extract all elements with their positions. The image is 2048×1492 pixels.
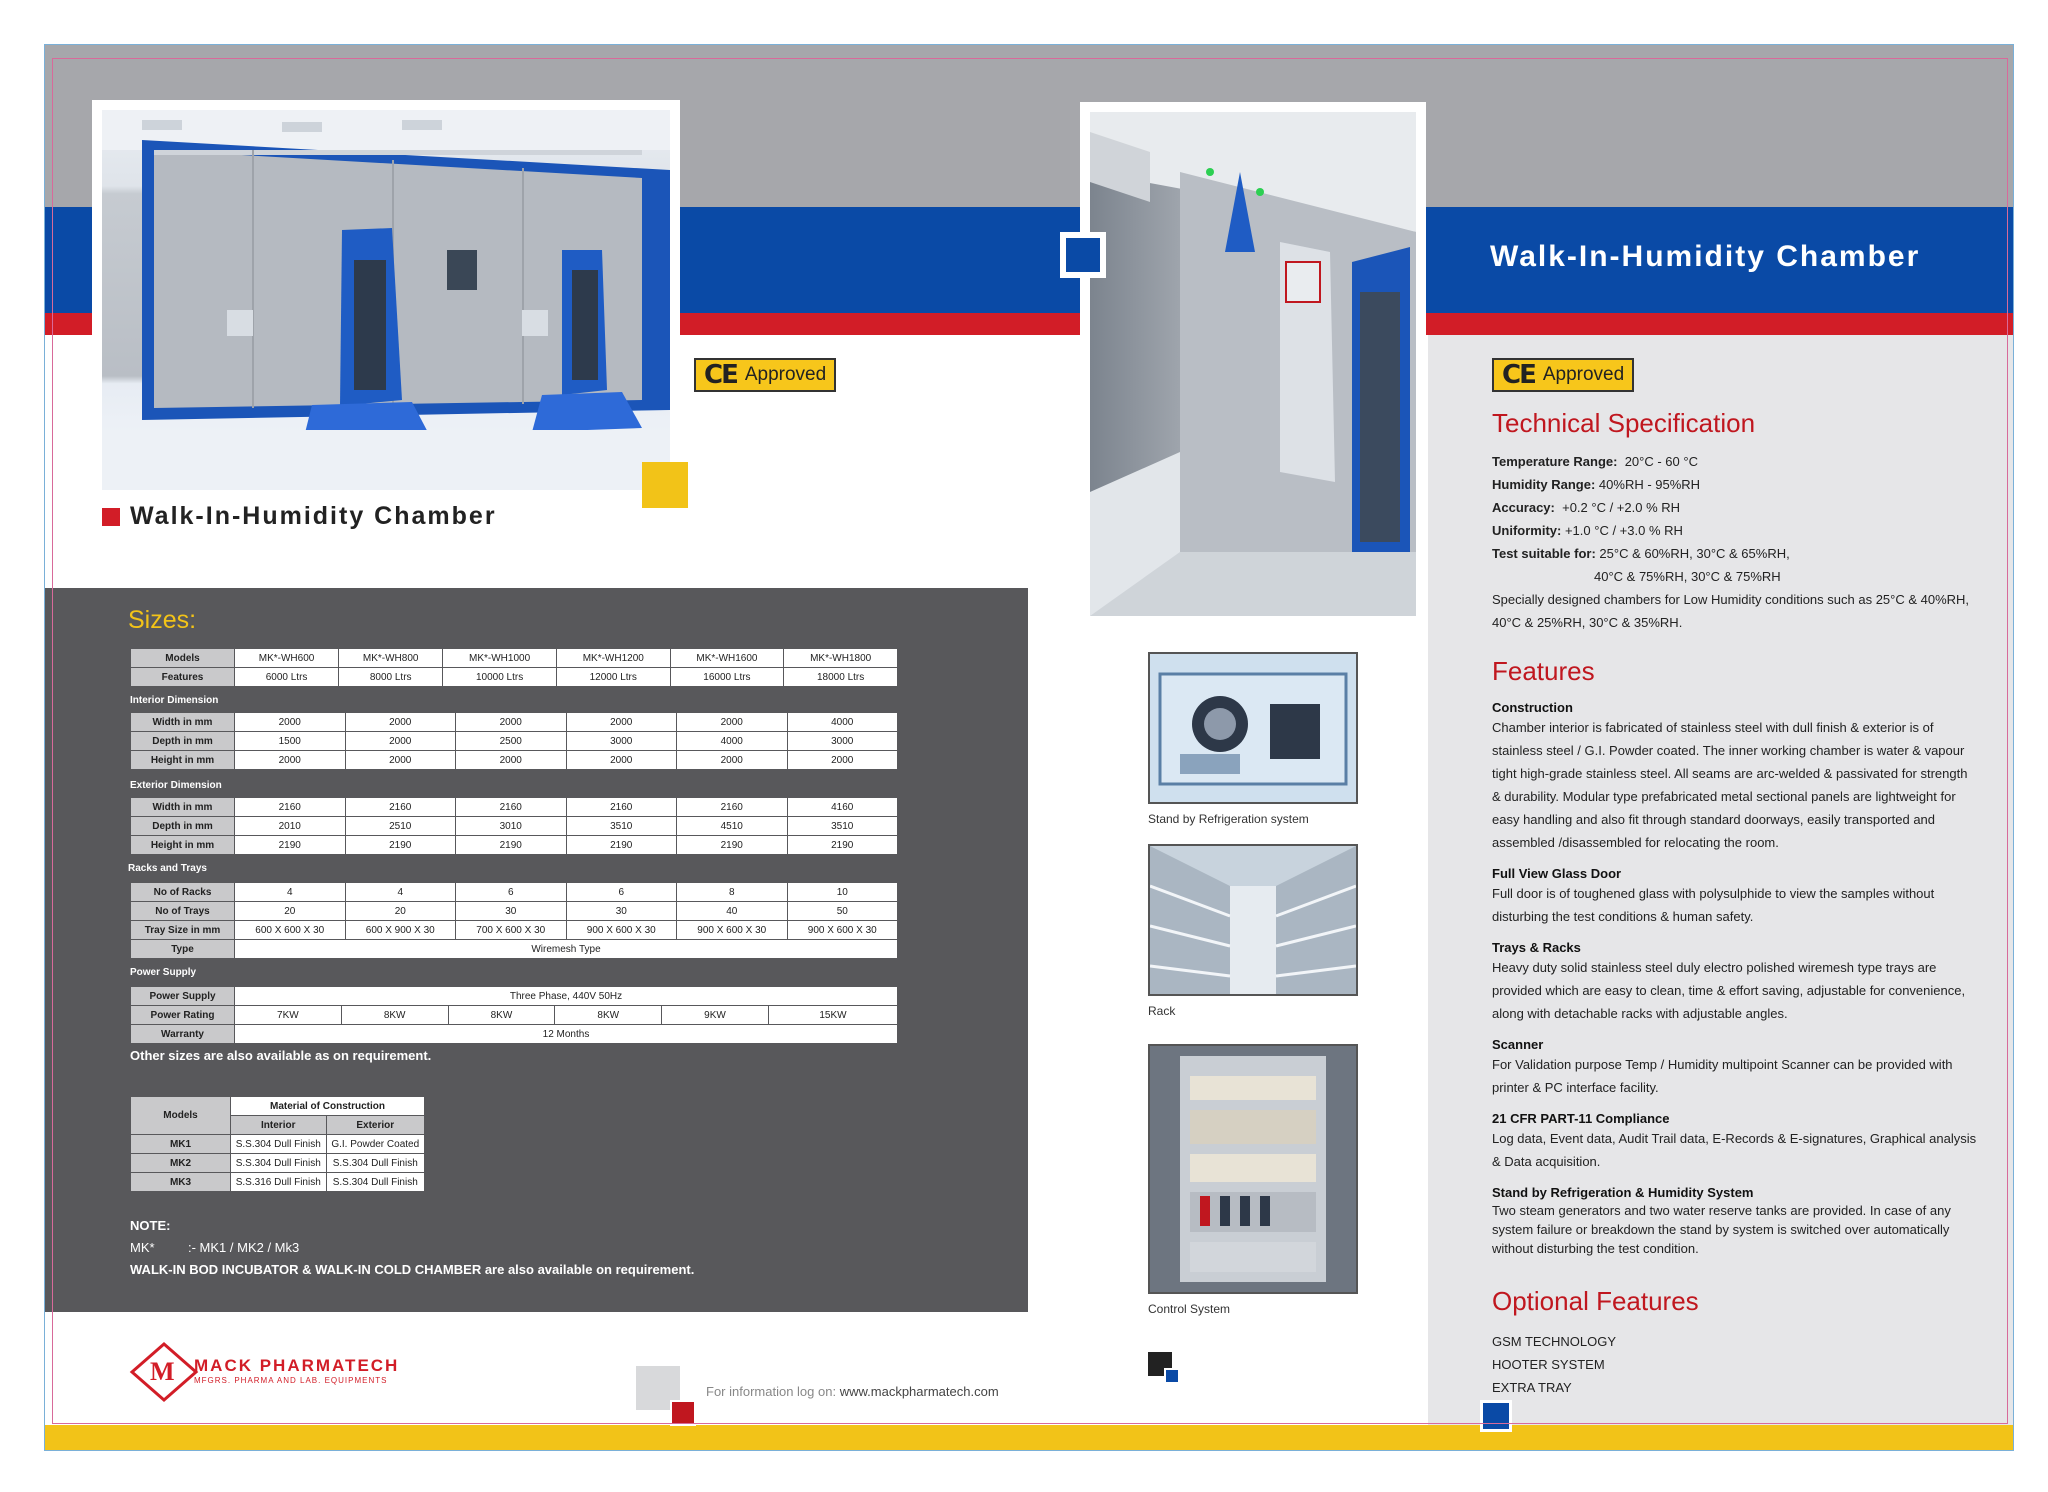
model-cell: MK*-WH1800 (784, 649, 898, 668)
right-page-title: Walk-In-Humidity Chamber (1490, 240, 1921, 273)
sizes-table-wrapper (130, 648, 898, 1063)
cell: 3510 (566, 817, 677, 836)
cell: 2000 (677, 751, 788, 770)
cell: 2000 (677, 713, 788, 732)
feature-cell: 12000 Ltrs (556, 668, 670, 687)
corridor-photo-frame (1080, 102, 1426, 626)
cell: 2160 (456, 798, 567, 817)
row-label: Power Supply (131, 987, 235, 1006)
spec-value: 20°C - 60 °C (1624, 454, 1698, 469)
cell: 2190 (235, 836, 346, 855)
cell: 600 X 600 X 30 (235, 921, 346, 940)
cell: 2000 (456, 713, 567, 732)
spec-value: 40%RH - 95%RH (1598, 477, 1701, 492)
models-label: Models (131, 649, 235, 668)
table-row (131, 1006, 898, 1025)
feature-block (1492, 1185, 2002, 1258)
spec-value: 25°C & 60%RH, 30°C & 65%RH, (1599, 546, 1790, 561)
feature-line: Two steam generators and two water reserve tanks are provided. In case of any (1492, 1203, 1951, 1218)
model-cell: MK*-WH1200 (556, 649, 670, 668)
logo-diamond-icon (128, 1340, 200, 1404)
ce-approved-text: Approved (744, 364, 827, 385)
row-label: MK1 (131, 1135, 231, 1154)
row-label: Warranty (131, 1025, 235, 1044)
optional-features-heading: Optional Features (1492, 1286, 1699, 1316)
row-label: No of Trays (131, 902, 235, 921)
feature-title: Stand by Refrigeration & Humidity System (1492, 1185, 1754, 1200)
feature-line: Chamber interior is fabricated of stainless steel with dull finish & exterior is of (1492, 720, 1934, 735)
row-label: Width in mm (131, 798, 235, 817)
table-row (131, 1154, 425, 1173)
cell: 3000 (566, 732, 677, 751)
cell: 8KW (555, 1006, 662, 1025)
feature-line: easy handling and also fit through standard doorways, easily transported and (1492, 812, 1936, 827)
sizes-table-header (130, 648, 898, 687)
models-row (131, 649, 898, 668)
caption-control-system: Control System (1148, 1302, 1231, 1316)
tech-spec-heading: Technical Specification (1492, 408, 1756, 438)
cell: Wiremesh Type (235, 940, 898, 959)
feature-cell: 16000 Ltrs (670, 668, 784, 687)
interior-table (130, 712, 898, 770)
red-square-deco (670, 1400, 696, 1426)
cell: 2160 (345, 798, 456, 817)
features-row (131, 668, 898, 687)
feature-line: Heavy duty solid stainless steel duly electro polished wiremesh type trays are (1492, 960, 1937, 975)
cell: 6 (456, 883, 567, 902)
row-label: Depth in mm (131, 732, 235, 751)
table-row (131, 1025, 898, 1044)
cell: S.S.316 Dull Finish (231, 1173, 327, 1192)
cell: 4 (345, 883, 456, 902)
feature-line: system failure or breakdown the stand by system is switched over automatically (1492, 1222, 1950, 1237)
cell: 6 (566, 883, 677, 902)
cell: 3510 (787, 817, 898, 836)
features-label: Features (131, 668, 235, 687)
feature-line: & Data acquisition. (1492, 1154, 1601, 1169)
yellow-square-deco (642, 462, 688, 508)
cell: 2010 (235, 817, 346, 836)
feature-line: printer & PC interface facility. (1492, 1080, 1659, 1095)
cell: 900 X 600 X 30 (677, 921, 788, 940)
cell: 2000 (566, 751, 677, 770)
red-bullet-square (102, 508, 120, 526)
row-label: Tray Size in mm (131, 921, 235, 940)
racks-table (130, 882, 898, 959)
model-cell: MK*-WH600 (235, 649, 339, 668)
control-system-illustration (1150, 1046, 1356, 1292)
row-label: MK2 (131, 1154, 231, 1173)
cell: 2190 (787, 836, 898, 855)
tech-spec-list (1492, 450, 1992, 634)
svg-text:M: M (150, 1357, 175, 1386)
feature-cell: 18000 Ltrs (784, 668, 898, 687)
table-row (131, 883, 898, 902)
cell: 2000 (345, 732, 456, 751)
cell: 2190 (345, 836, 456, 855)
cell: 30 (566, 902, 677, 921)
refrigeration-illustration (1150, 654, 1356, 802)
info-prefix: For information log on: (706, 1384, 837, 1399)
cell: 2500 (456, 732, 567, 751)
spec-label: Humidity Range: (1492, 477, 1596, 492)
model-cell: MK*-WH800 (339, 649, 443, 668)
cell: 4 (235, 883, 346, 902)
cell: 2000 (787, 751, 898, 770)
row-label: MK3 (131, 1173, 231, 1192)
spec-value: +1.0 °C / +3.0 % RH (1564, 523, 1683, 538)
cell: 2000 (235, 713, 346, 732)
spec-label: Temperature Range: (1492, 454, 1618, 469)
cell: 30 (456, 902, 567, 921)
feature-line: stainless steel / G.I. Powder coated. The inner working chamber is water & vapour (1492, 743, 1965, 758)
features-list (1492, 700, 2002, 1258)
cell: S.S.304 Dull Finish (231, 1154, 327, 1173)
row-label: Type (131, 940, 235, 959)
model-cell: MK*-WH1000 (443, 649, 557, 668)
cell: 600 X 900 X 30 (345, 921, 456, 940)
cell: S.S.304 Dull Finish (326, 1173, 424, 1192)
cell: 4000 (677, 732, 788, 751)
feature-cell: 6000 Ltrs (235, 668, 339, 687)
cell: 700 X 600 X 30 (456, 921, 567, 940)
blue-square-deco-bottom (1480, 1400, 1512, 1432)
material-exterior-header: Exterior (326, 1116, 424, 1135)
info-url[interactable]: www.mackpharmatech.com (839, 1384, 999, 1399)
exterior-section-label: Exterior Dimension (130, 780, 222, 791)
bottom-yellow-band (44, 1425, 2014, 1451)
feature-title: Scanner (1492, 1037, 1544, 1052)
note-title: NOTE: (130, 1218, 171, 1233)
cell: 2000 (235, 751, 346, 770)
table-row (131, 751, 898, 770)
feature-block (1492, 1037, 2002, 1099)
cell: 8KW (448, 1006, 555, 1025)
note-line: WALK-IN BOD INCUBATOR & WALK-IN COLD CHAMBER are also available on requirement. (130, 1262, 695, 1277)
feature-title: Full View Glass Door (1492, 866, 1622, 881)
sizes-heading: Sizes: (128, 606, 197, 634)
table-row (131, 836, 898, 855)
feature-title: 21 CFR PART-11 Compliance (1492, 1111, 1670, 1126)
rack-photo (1148, 844, 1358, 996)
optional-item: HOOTER SYSTEM (1492, 1357, 1605, 1372)
table-row (131, 798, 898, 817)
cell: G.I. Powder Coated (326, 1135, 424, 1154)
cell: 2160 (677, 798, 788, 817)
material-table (130, 1096, 425, 1192)
note-mk: MK* (130, 1240, 155, 1255)
cell: 15KW (768, 1006, 897, 1025)
cell: 2190 (456, 836, 567, 855)
feature-block (1492, 700, 2002, 854)
row-label: Height in mm (131, 751, 235, 770)
feature-title: Construction (1492, 700, 1573, 715)
feature-block (1492, 940, 2002, 1025)
cell: 12 Months (235, 1025, 898, 1044)
row-label: Width in mm (131, 713, 235, 732)
cell: 3000 (787, 732, 898, 751)
feature-line: Full door is of toughened glass with polysulphide to view the samples without (1492, 886, 1935, 901)
material-models-label: Models (131, 1097, 231, 1135)
test-line2: 40°C & 75%RH, 30°C & 75%RH (1594, 569, 1781, 584)
feature-line: For Validation purpose Temp / Humidity multipoint Scanner can be provided with (1492, 1057, 1953, 1072)
cell: 2160 (566, 798, 677, 817)
cell: 4160 (787, 798, 898, 817)
blue-square-deco (1060, 232, 1106, 278)
ce-mark-icon: CE (704, 360, 737, 390)
cell: 10 (787, 883, 898, 902)
cell: 3010 (456, 817, 567, 836)
feature-line: without disturbing the test condition. (1492, 1241, 1699, 1256)
exterior-table (130, 797, 898, 855)
company-logo (128, 1340, 448, 1404)
cell: S.S.304 Dull Finish (326, 1154, 424, 1173)
corridor-illustration (1090, 112, 1416, 616)
row-label: Power Rating (131, 1006, 235, 1025)
rack-illustration (1150, 846, 1356, 994)
power-section-label: Power Supply (130, 967, 197, 978)
caption-refrigeration: Stand by Refrigeration system (1148, 812, 1309, 826)
cell: 1500 (235, 732, 346, 751)
ce-approved-badge-left (694, 358, 836, 392)
feature-line: along with detachable racks with adjustable angles. (1492, 1006, 1788, 1021)
feature-line: tight high-grade stainless steel. All seams are arc-welded & passivated for strength (1492, 766, 1968, 781)
model-cell: MK*-WH1600 (670, 649, 784, 668)
cell: 2000 (566, 713, 677, 732)
chamber-illustration (102, 110, 670, 490)
table-row (131, 1135, 425, 1154)
optional-features-list (1492, 1330, 1616, 1399)
special-line2: 40°C & 25%RH, 30°C & 35%RH. (1492, 615, 1683, 630)
power-table (130, 986, 898, 1044)
cell: 20 (345, 902, 456, 921)
feature-line: disturbing the test conditions & human safety. (1492, 909, 1754, 924)
refrigeration-photo (1148, 652, 1358, 804)
cell: 2190 (677, 836, 788, 855)
racks-section-label: Racks and Trays (128, 863, 207, 874)
cell: 20 (235, 902, 346, 921)
table-row (131, 940, 898, 959)
other-sizes-note: Other sizes are also available as on requirement. (130, 1048, 432, 1063)
cell: 2000 (456, 751, 567, 770)
cell: 4510 (677, 817, 788, 836)
ce-approved-badge-right (1492, 358, 1634, 392)
spec-row (1492, 473, 1992, 496)
row-label: Height in mm (131, 836, 235, 855)
row-label: Depth in mm (131, 817, 235, 836)
cell: 2160 (235, 798, 346, 817)
optional-item: GSM TECHNOLOGY (1492, 1334, 1617, 1349)
cell: Three Phase, 440V 50Hz (235, 987, 898, 1006)
spec-row (1492, 450, 1992, 473)
material-header: Material of Construction (231, 1097, 425, 1116)
spec-value: +0.2 °C / +2.0 % RH (1562, 500, 1681, 515)
feature-line: assembled /disassembled for relocating the room. (1492, 835, 1779, 850)
table-row (131, 902, 898, 921)
corridor-photo (1090, 112, 1416, 616)
ce-approved-text: Approved (1542, 364, 1625, 385)
table-row (131, 713, 898, 732)
cell: 7KW (235, 1006, 342, 1025)
table-row (131, 1097, 425, 1116)
logo-tagline: MFGRS. PHARMA AND LAB. EQUIPMENTS (194, 1376, 388, 1385)
table-row (131, 1173, 425, 1192)
feature-block (1492, 866, 2002, 928)
table-row (131, 817, 898, 836)
cell: S.S.304 Dull Finish (231, 1135, 327, 1154)
cell: 8KW (341, 1006, 448, 1025)
caption-rack: Rack (1148, 1004, 1176, 1018)
spec-label: Accuracy: (1492, 500, 1555, 515)
control-system-photo (1148, 1044, 1358, 1294)
cell: 2510 (345, 817, 456, 836)
spec-label: Test suitable for: (1492, 546, 1596, 561)
logo-name: MACK PHARMATECH (194, 1356, 400, 1375)
feature-line: Log data, Event data, Audit Trail data, E-Records & E-signatures, Graphical analysis (1492, 1131, 1977, 1146)
cell: 900 X 600 X 30 (787, 921, 898, 940)
cell: 8 (677, 883, 788, 902)
note-mk-value: :- MK1 / MK2 / Mk3 (188, 1240, 300, 1255)
left-page-title: Walk-In-Humidity Chamber (130, 502, 497, 530)
feature-block (1492, 1111, 2002, 1173)
optional-item: EXTRA TRAY (1492, 1380, 1572, 1395)
cell: 40 (677, 902, 788, 921)
cell: 2000 (345, 713, 456, 732)
chamber-photo (102, 110, 670, 490)
features-heading: Features (1492, 656, 1595, 686)
spec-row (1492, 542, 1992, 565)
feature-line: provided which are easy to clean, time & effort saving, adjustable for convenience, (1492, 983, 1966, 998)
info-line (706, 1384, 999, 1399)
cell: 4000 (787, 713, 898, 732)
special-line1: Specially designed chambers for Low Humidity conditions such as 25°C & 40%RH, (1492, 592, 1970, 607)
interior-section-label: Interior Dimension (130, 695, 219, 706)
cell: 9KW (662, 1006, 769, 1025)
table-row (131, 987, 898, 1006)
small-blue-square-deco (1164, 1368, 1180, 1384)
table-row (131, 732, 898, 751)
ce-mark-icon: CE (1502, 360, 1535, 390)
feature-line: & durability. Modular type prefabricated metal sectional panels are lightweight for (1492, 789, 1956, 804)
table-row (131, 921, 898, 940)
feature-cell: 10000 Ltrs (443, 668, 557, 687)
cell: 50 (787, 902, 898, 921)
chamber-photo-frame (92, 100, 680, 500)
cell: 900 X 600 X 30 (566, 921, 677, 940)
spec-label: Uniformity: (1492, 523, 1562, 538)
cell: 2190 (566, 836, 677, 855)
spec-row (1492, 519, 1992, 542)
material-interior-header: Interior (231, 1116, 327, 1135)
feature-cell: 8000 Ltrs (339, 668, 443, 687)
spec-row (1492, 496, 1992, 519)
row-label: No of Racks (131, 883, 235, 902)
cell: 2000 (345, 751, 456, 770)
feature-title: Trays & Racks (1492, 940, 1581, 955)
